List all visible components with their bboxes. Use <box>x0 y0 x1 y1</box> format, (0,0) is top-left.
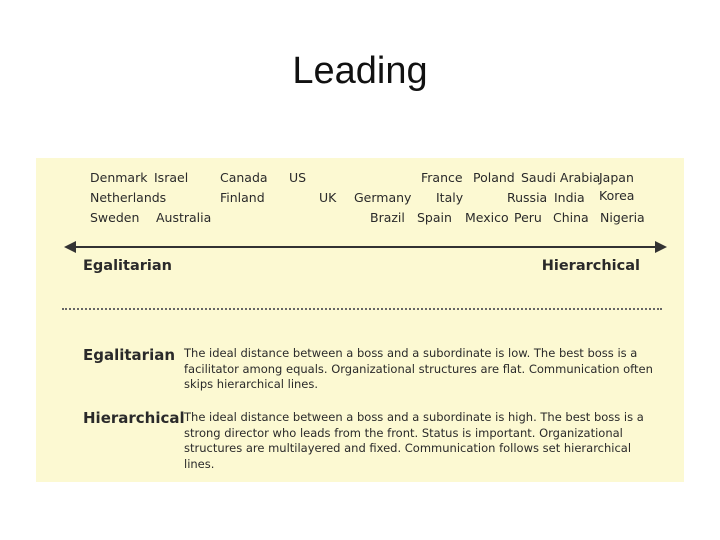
country-uk: UK <box>319 190 337 205</box>
country-france: France <box>421 170 463 185</box>
country-korea: Korea <box>599 188 635 203</box>
country-mexico: Mexico <box>465 210 509 225</box>
country-denmark: Denmark <box>90 170 148 185</box>
culture-map-figure <box>36 158 684 482</box>
country-spain: Spain <box>417 210 452 225</box>
scale-axis-line <box>72 246 656 248</box>
country-us: US <box>289 170 307 185</box>
country-australia: Australia <box>156 210 212 225</box>
country-germany: Germany <box>354 190 412 205</box>
country-israel: Israel <box>154 170 189 185</box>
scale-left-label: Egalitarian <box>83 258 172 274</box>
definition-text-egalitarian: The ideal distance between a boss and a subordinate is low. The best boss is a facilitator among equals. Organizational structures are flat. Communication often skips hierarchical lines. <box>184 346 653 391</box>
right-arrow-icon <box>655 241 667 253</box>
country-india: India <box>554 190 585 205</box>
definition-text-hierarchical: The ideal distance between a boss and a subordinate is high. The best boss is a strong director who leads from the front. Status is important. Organizational structures are multilayered and fixed. Communication follows set hierarchical lines. <box>184 410 644 471</box>
country-sweden: Sweden <box>90 210 140 225</box>
definition-term-hierarchical: Hierarchical <box>83 409 185 427</box>
country-canada: Canada <box>220 170 268 185</box>
country-finland: Finland <box>220 190 265 205</box>
country-poland: Poland <box>473 170 515 185</box>
country-peru: Peru <box>514 210 542 225</box>
country-italy: Italy <box>436 190 464 205</box>
scale-right-label: Hierarchical <box>541 258 640 274</box>
country-netherlands: Netherlands <box>90 190 167 205</box>
country-nigeria: Nigeria <box>600 210 645 225</box>
definition-term-egalitarian: Egalitarian <box>83 346 176 364</box>
slide-title: Leading <box>292 50 428 92</box>
country-saudi-arabia: Saudi Arabia <box>521 170 601 185</box>
dotted-divider <box>62 308 662 310</box>
country-brazil: Brazil <box>370 210 405 225</box>
country-russia: Russia <box>507 190 548 205</box>
country-china: China <box>553 210 589 225</box>
country-japan: Japan <box>599 170 634 185</box>
